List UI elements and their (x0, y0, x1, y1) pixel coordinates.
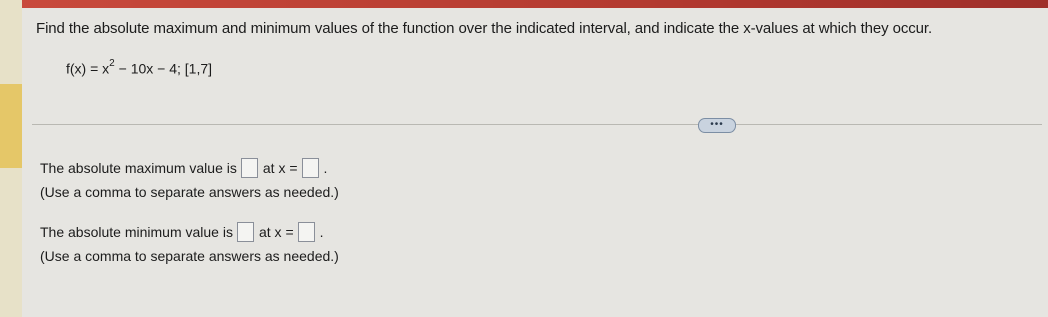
maximum-middle: at x = (262, 160, 298, 176)
divider (32, 124, 1042, 125)
more-options-button[interactable]: ••• (698, 118, 736, 133)
function-exponent: 2 (109, 58, 115, 69)
maximum-value-input[interactable] (241, 158, 258, 178)
function-expression (66, 60, 212, 77)
question-text: Find the absolute maximum and minimum values of the function over the indicated interval, and indicate the x-values at which they occur. (36, 20, 933, 37)
question-panel (22, 8, 1048, 317)
minimum-prefix: The absolute minimum value is (40, 224, 233, 240)
maximum-suffix: . (323, 160, 328, 176)
maximum-answer-line (40, 158, 327, 178)
minimum-answer-line (40, 222, 324, 242)
maximum-prefix: The absolute maximum value is (40, 160, 237, 176)
minimum-suffix: . (319, 224, 324, 240)
maximum-x-input[interactable] (302, 158, 319, 178)
left-gold-marker (0, 84, 22, 168)
minimum-x-input[interactable] (298, 222, 315, 242)
function-rhs: − 10x − 4; [1,7] (114, 60, 213, 77)
maximum-note: (Use a comma to separate answers as needed.) (40, 184, 339, 200)
minimum-value-input[interactable] (237, 222, 254, 242)
minimum-note: (Use a comma to separate answers as needed.) (40, 248, 339, 264)
function-lhs: f(x) = x (66, 60, 110, 77)
top-accent-bar (0, 0, 1048, 8)
left-margin (0, 0, 22, 317)
minimum-middle: at x = (258, 224, 294, 240)
